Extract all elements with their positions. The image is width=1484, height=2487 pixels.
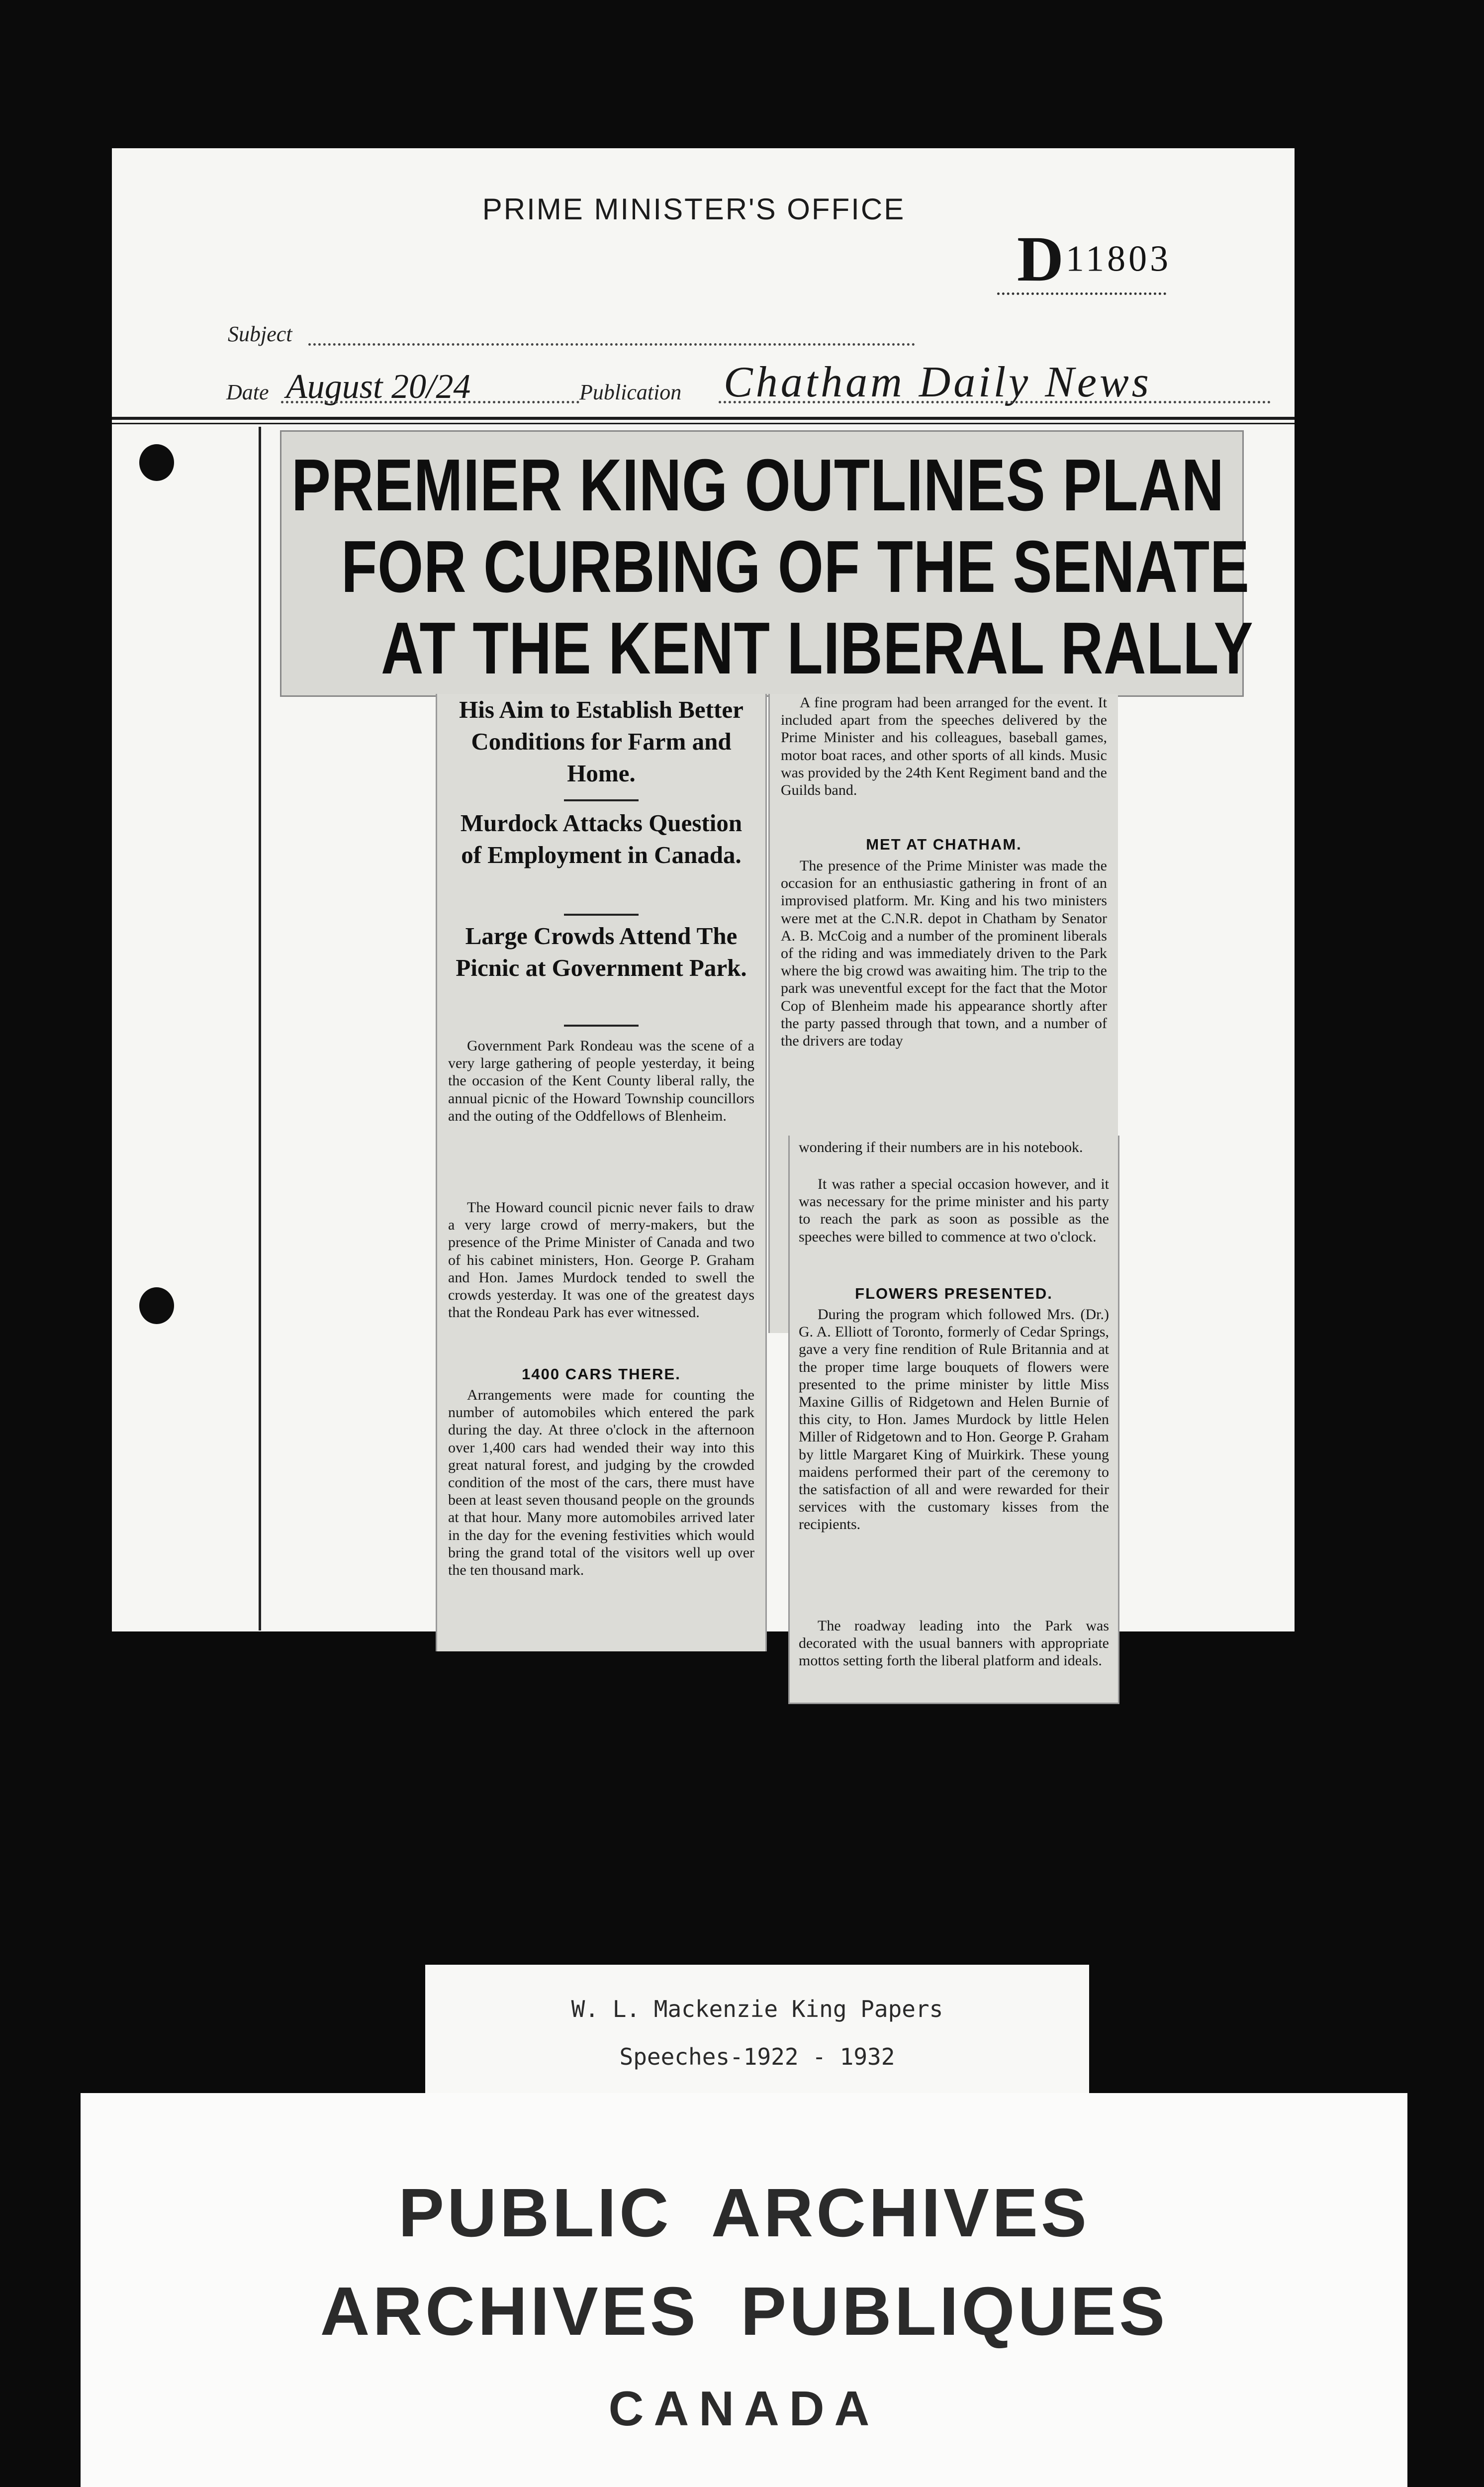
headline-line-1: PREMIER KING OUTLINES PLAN: [291, 444, 1224, 526]
office-title: PRIME MINISTER'S OFFICE: [482, 192, 906, 226]
collection-label: [425, 1965, 1089, 2104]
article-paragraph: The presence of the Prime Minister was made the occasion for an enthusiastic gathering in front of an improvised platform. Mr. King and his two ministers were met at the C.N.R. depot in Chatham by Senator A. B. McCoig and a number of the prominent liberals of the riding and was immediately driven to the Park where the big crowd was awaiting him. The trip to the park was uneventful except for the fact that the Motor Cop of Blenheim made his appearance shortly after the party passed through that town, and a number of the drivers are today: [781, 858, 1107, 1050]
archives-plate: [81, 2093, 1407, 2487]
date-label: Date: [226, 380, 269, 404]
header-rule: [112, 417, 1295, 420]
document-number-digits: 11803: [1065, 238, 1172, 280]
document-number-prefix: D: [1017, 223, 1064, 295]
article-paragraph: It was rather a special occasion however, and it was necessary for the prime minister and his party to reach the park as soon as possible as the speeches were billed to commence at two o'clock.: [799, 1176, 1109, 1245]
collection-name: W. L. Mackenzie King Papers: [571, 1996, 943, 2022]
document-number: [1017, 222, 1171, 296]
article-paragraph: Government Park Rondeau was the scene of a very large gathering of people yesterday, it being the occasion of the Kent County liberal rally, the annual picnic of the Howard Township councillors and the outing of the Oddfellows of Blenheim.: [448, 1038, 754, 1124]
subject-label: Subject: [228, 322, 292, 346]
article-paragraph: During the program which followed Mrs. (Dr.) G. A. Elliott of Toronto, formerly of Cedar Springs, gave a very fine rendition of Rule Britannia and at the proper time large bouquets of flowers were presented to the prime minister by little Miss Maxine Gillis of Ridgetown and Helen Burnie of this city, to Hon. James Murdock by little Helen Miller of Ridgetown and to Hon. George P. Graham by little Margaret King of Muirkirk. These young maidens performed their part of the ceremony to the satisfaction of all and were rewarded for their services with the customary kisses from the recipients.: [799, 1306, 1109, 1533]
headline-line-3: AT THE KENT LIBERAL RALLY: [381, 607, 1254, 689]
publication-field-line: [719, 401, 1271, 403]
headline-line-2: FOR CURBING OF THE SENATE: [341, 526, 1250, 608]
collection-series: Speeches-1922 - 1932: [619, 2043, 895, 2070]
header-rule-thin: [112, 423, 1295, 424]
deck-heading-1: His Aim to Establish Better Conditions for Farm and Home.: [459, 696, 743, 787]
archives-english: PUBLIC ARCHIVES: [398, 2175, 1090, 2251]
publication-handwritten: Chatham Daily News: [724, 358, 1152, 406]
date-field-line: [281, 401, 579, 403]
punch-hole-top: [139, 444, 174, 481]
clipping-headline-block: [280, 430, 1254, 697]
deck-divider: [564, 799, 639, 801]
deck-heading-3: Large Crowds Attend The Picnic at Government Park.: [456, 922, 747, 981]
punch-hole-bottom: [139, 1287, 174, 1324]
article-paragraph: The Howard council picnic never fails to draw a very large crowd of merry-makers, but the presence of the Prime Minister of Canada and two of his cabinet ministers, Hon. George P. Graham and Hon. James Murdock tended to swell the crowds yesterday. It was one of the greatest days that the Rondeau Park has ever witnessed.: [448, 1199, 754, 1321]
article-subheading: FLOWERS PRESENTED.: [855, 1285, 1053, 1302]
clipping-right-lower-column: [788, 1136, 1119, 1704]
deck-divider: [564, 914, 639, 916]
clipping-left-column: [436, 694, 767, 1651]
article-subheading: MET AT CHATHAM.: [866, 836, 1022, 853]
date-handwritten: August 20/24: [286, 368, 471, 406]
article-subheading: 1400 CARS THERE.: [522, 1365, 681, 1383]
margin-rule: [259, 427, 261, 1630]
publication-label: Publication: [579, 380, 682, 404]
article-paragraph: A fine program had been arranged for the event. It included apart from the speeches delivered by the Prime Minister and his colleagues, baseball games, motor boat races, and other sports of all kinds. Music was provided by the 24th Kent Regiment band and the Guilds band.: [781, 694, 1107, 799]
archives-french: ARCHIVES PUBLIQUES: [320, 2273, 1168, 2350]
document-number-underline: [997, 292, 1166, 295]
article-paragraph: The roadway leading into the Park was decorated with the usual banners with appropriate mottos setting forth the liberal platform and ideals.: [799, 1618, 1109, 1669]
article-paragraph: wondering if their numbers are in his notebook.: [799, 1139, 1083, 1155]
subject-field-line: [308, 343, 915, 346]
deck-divider: [564, 1025, 639, 1027]
deck-heading-2: Murdock Attacks Question of Employment in Canada.: [460, 809, 742, 868]
archives-country: CANADA: [608, 2381, 880, 2436]
article-paragraph: Arrangements were made for counting the number of automobiles which entered the park during the day. At three o'clock in the afternoon over 1,400 cars had wended their way into this great natural forest, and judging by the crowded condition of the most of the cars, there must have been at least seven thousand people on the grounds at that hour. Many more automobiles arrived later in the day for the evening festivities which would bring the grand total of the visitors well up over the ten thousand mark.: [448, 1387, 754, 1579]
